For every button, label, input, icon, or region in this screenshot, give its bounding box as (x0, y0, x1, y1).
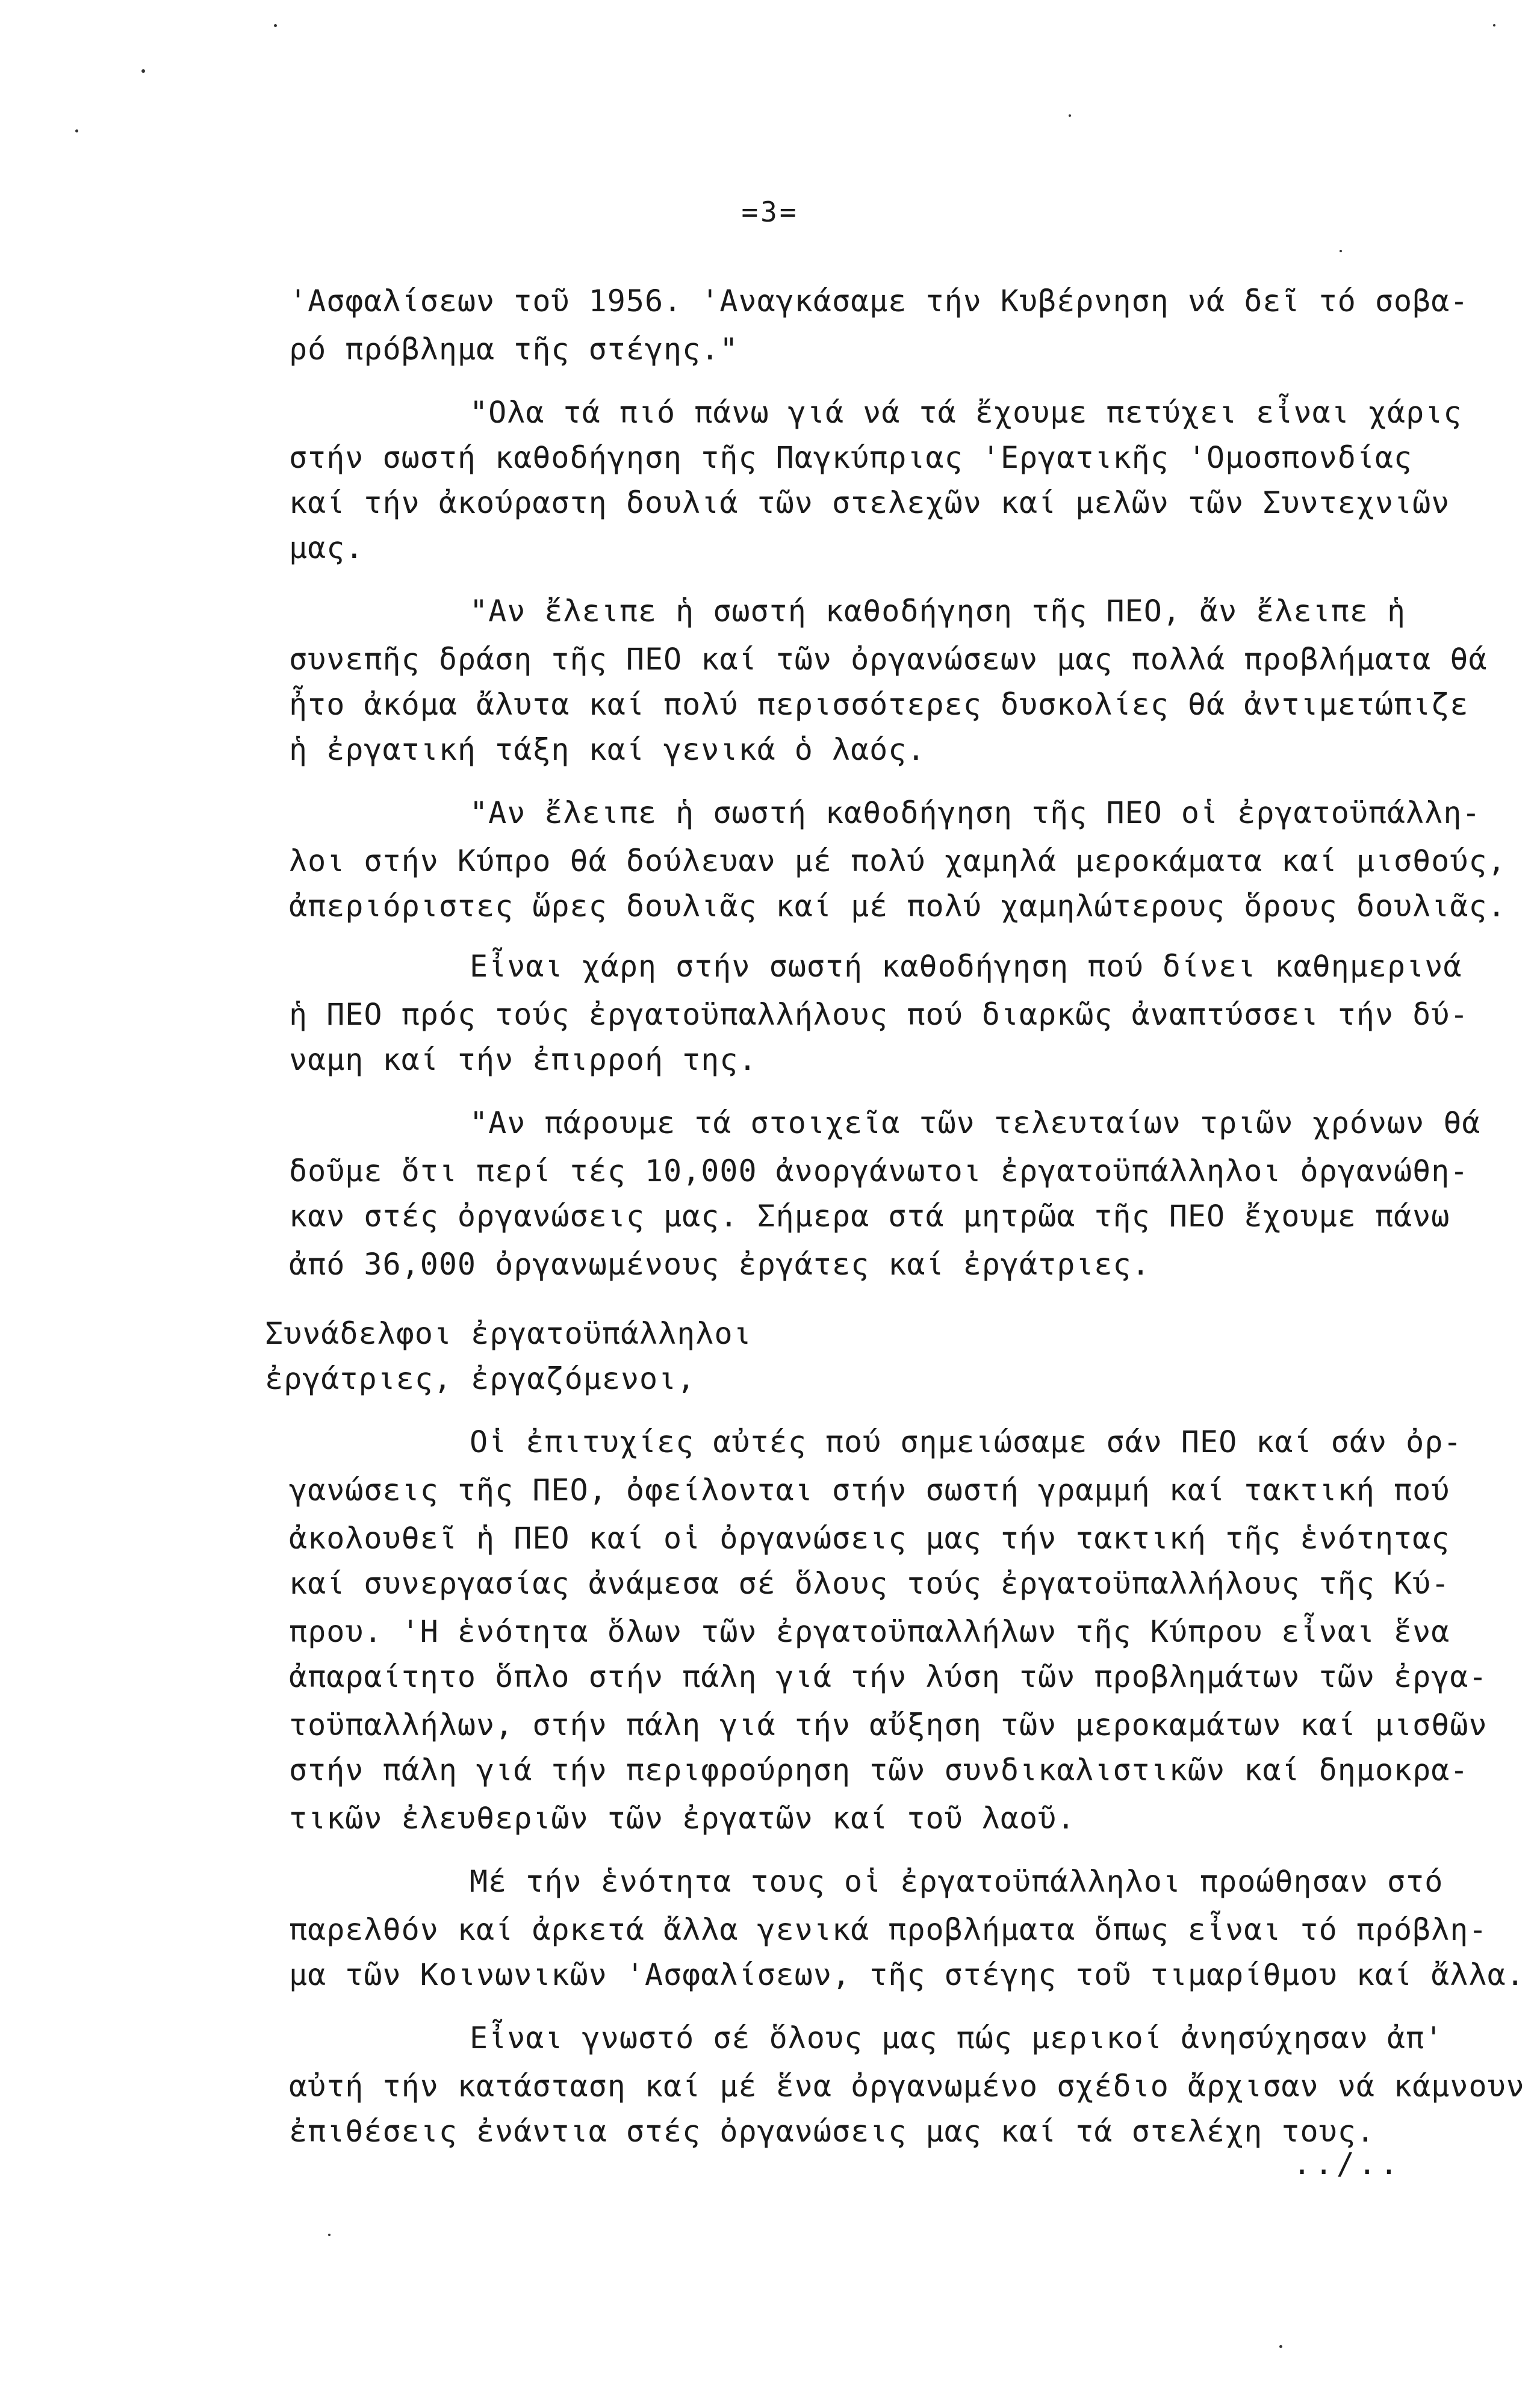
text-line: τοϋπαλλήλων, στήν πάλη γιά τήν αὔξηση τῶν μεροκαμάτων καί μισθῶν (289, 1707, 1488, 1742)
text-line: ἡ ΠΕΟ πρός τούς ἐργατοϋπαλλήλους πού διαρκῶς ἀναπτύσσει τήν δύ- (289, 997, 1469, 1032)
text-line: Εἶναι γνωστό σέ ὅλους μας πώς μερικοί ἀνησύχησαν ἀπ' (470, 2021, 1444, 2055)
scan-speck (141, 69, 145, 73)
page-number: =3= (741, 196, 799, 228)
text-line: ἦτο ἀκόμα ἄλυτα καί πολύ περισσότερες δυσκολίες θά ἀντιμετώπιζε (289, 687, 1469, 722)
text-line: Μέ τήν ἑνότητα τους οἱ ἐργατοϋπάλληλοι προώθησαν στό (470, 1864, 1444, 1899)
text-line: "Αν ἔλειπε ἡ σωστή καθοδήγηση τῆς ΠΕΟ, ἄν ἔλειπε ἡ (470, 594, 1406, 629)
text-line: τικῶν ἐλευθεριῶν τῶν ἐργατῶν καί τοῦ λαοῦ. (289, 1801, 1076, 1836)
scan-speck (328, 2234, 331, 2236)
text-line: "Ολα τά πιό πάνω γιά νά τά ἔχουμε πετύχει εἶναι χάρις (470, 395, 1462, 430)
text-line: ναμη καί τήν ἐπιρροή της. (289, 1042, 757, 1077)
text-line: μας. (289, 530, 364, 565)
text-line: παρελθόν καί ἀρκετά ἄλλα γενικά προβλήματα ὅπως εἶναι τό πρόβλη- (289, 1912, 1488, 1947)
scan-speck (1279, 2345, 1282, 2348)
salutation-line: Συνάδελφοι ἐργατοϋπάλληλοι (265, 1316, 752, 1351)
text-line: πρου. 'Η ἑνότητα ὅλων τῶν ἐργατοϋπαλλήλων τῆς Κύπρου εἶναι ἕνα (289, 1614, 1450, 1649)
text-line: Οἱ ἐπιτυχίες αὐτές πού σημειώσαμε σάν ΠΕΟ καί σάν ὀρ- (470, 1424, 1462, 1459)
text-line: ἀπαραίτητο ὅπλο στήν πάλη γιά τήν λύση τῶν προβλημάτων τῶν ἐργα- (289, 1659, 1488, 1694)
text-line: ἀπό 36,000 ὀργανωμένους ἐργάτες καί ἐργάτριες. (289, 1247, 1150, 1282)
text-line: ἀκολουθεῖ ἡ ΠΕΟ καί οἱ ὀργανώσεις μας τήν τακτική τῆς ἑνότητας (289, 1521, 1450, 1556)
text-line: αὐτή τήν κατάσταση καί μέ ἕνα ὀργανωμένο σχέδιο ἄρχισαν νά κάμνουν (289, 2069, 1525, 2104)
text-line: δοῦμε ὅτι περί τές 10,000 ἀνοργάνωτοι ἐργατοϋπάλληλοι ὀργανώθη- (289, 1154, 1469, 1188)
text-line: στήν σωστή καθοδήγηση τῆς Παγκύπριας 'Εργατικῆς 'Ομοσπονδίας (289, 440, 1413, 475)
text-line: καί συνεργασίας ἀνάμεσα σέ ὅλους τούς ἐργατοϋπαλλήλους τῆς Κύ- (289, 1566, 1450, 1601)
text-line: συνεπῆς δράση τῆς ΠΕΟ καί τῶν ὀργανώσεων μας πολλά προβλήματα θά (289, 642, 1488, 677)
text-line: στήν πάλη γιά τήν περιφρούρηση τῶν συνδικαλιστικῶν καί δημοκρα- (289, 1753, 1469, 1788)
text-line: ρό πρόβλημα τῆς στέγης." (289, 332, 739, 367)
scan-speck (1069, 114, 1071, 117)
scan-speck (1340, 250, 1342, 252)
text-line: ἀπεριόριστες ὥρες δουλιᾶς καί μέ πολύ χαμηλώτερους ὅρους δουλιᾶς. (289, 889, 1506, 924)
continue-mark: ../.. (1293, 2146, 1402, 2181)
text-line: ἡ ἐργατική τάξη καί γενικά ὁ λαός. (289, 732, 926, 767)
text-line: καν στές ὀργανώσεις μας. Σήμερα στά μητρῶα τῆς ΠΕΟ ἔχουμε πάνω (289, 1199, 1450, 1234)
text-line: Εἶναι χάρη στήν σωστή καθοδήγηση πού δίνει καθημερινά (470, 949, 1462, 984)
scan-speck (1493, 24, 1495, 26)
scan-speck (75, 129, 78, 132)
text-line: "Αν πάρουμε τά στοιχεῖα τῶν τελευταίων τριῶν χρόνων θά (470, 1105, 1481, 1140)
text-line: γανώσεις τῆς ΠΕΟ, ὀφείλονται στήν σωστή γραμμή καί τακτική πού (289, 1473, 1450, 1508)
scan-speck (274, 24, 277, 27)
text-line: λοι στήν Κύπρο θά δούλευαν μέ πολύ χαμηλά μεροκάματα καί μισθούς, (289, 843, 1506, 878)
text-line: μα τῶν Κοινωνικῶν 'Ασφαλίσεων, τῆς στέγης τοῦ τιμαρίθμου καί ἄλλα. (289, 1957, 1525, 1992)
text-line: 'Ασφαλίσεων τοῦ 1956. 'Αναγκάσαμε τήν Κυβέρνηση νά δεῖ τό σοβα- (289, 284, 1469, 318)
text-line: ἐπιθέσεις ἐνάντια στές ὀργανώσεις μας καί τά στελέχη τους. (289, 2114, 1375, 2149)
text-line: "Αν ἔλειπε ἡ σωστή καθοδήγηση τῆς ΠΕΟ οἱ ἐργατοϋπάλλη- (470, 795, 1481, 830)
salutation-line: ἐργάτριες, ἐργαζόμενοι, (265, 1361, 696, 1396)
text-line: καί τήν ἀκούραστη δουλιά τῶν στελεχῶν καί μελῶν τῶν Συντεχνιῶν (289, 485, 1450, 520)
